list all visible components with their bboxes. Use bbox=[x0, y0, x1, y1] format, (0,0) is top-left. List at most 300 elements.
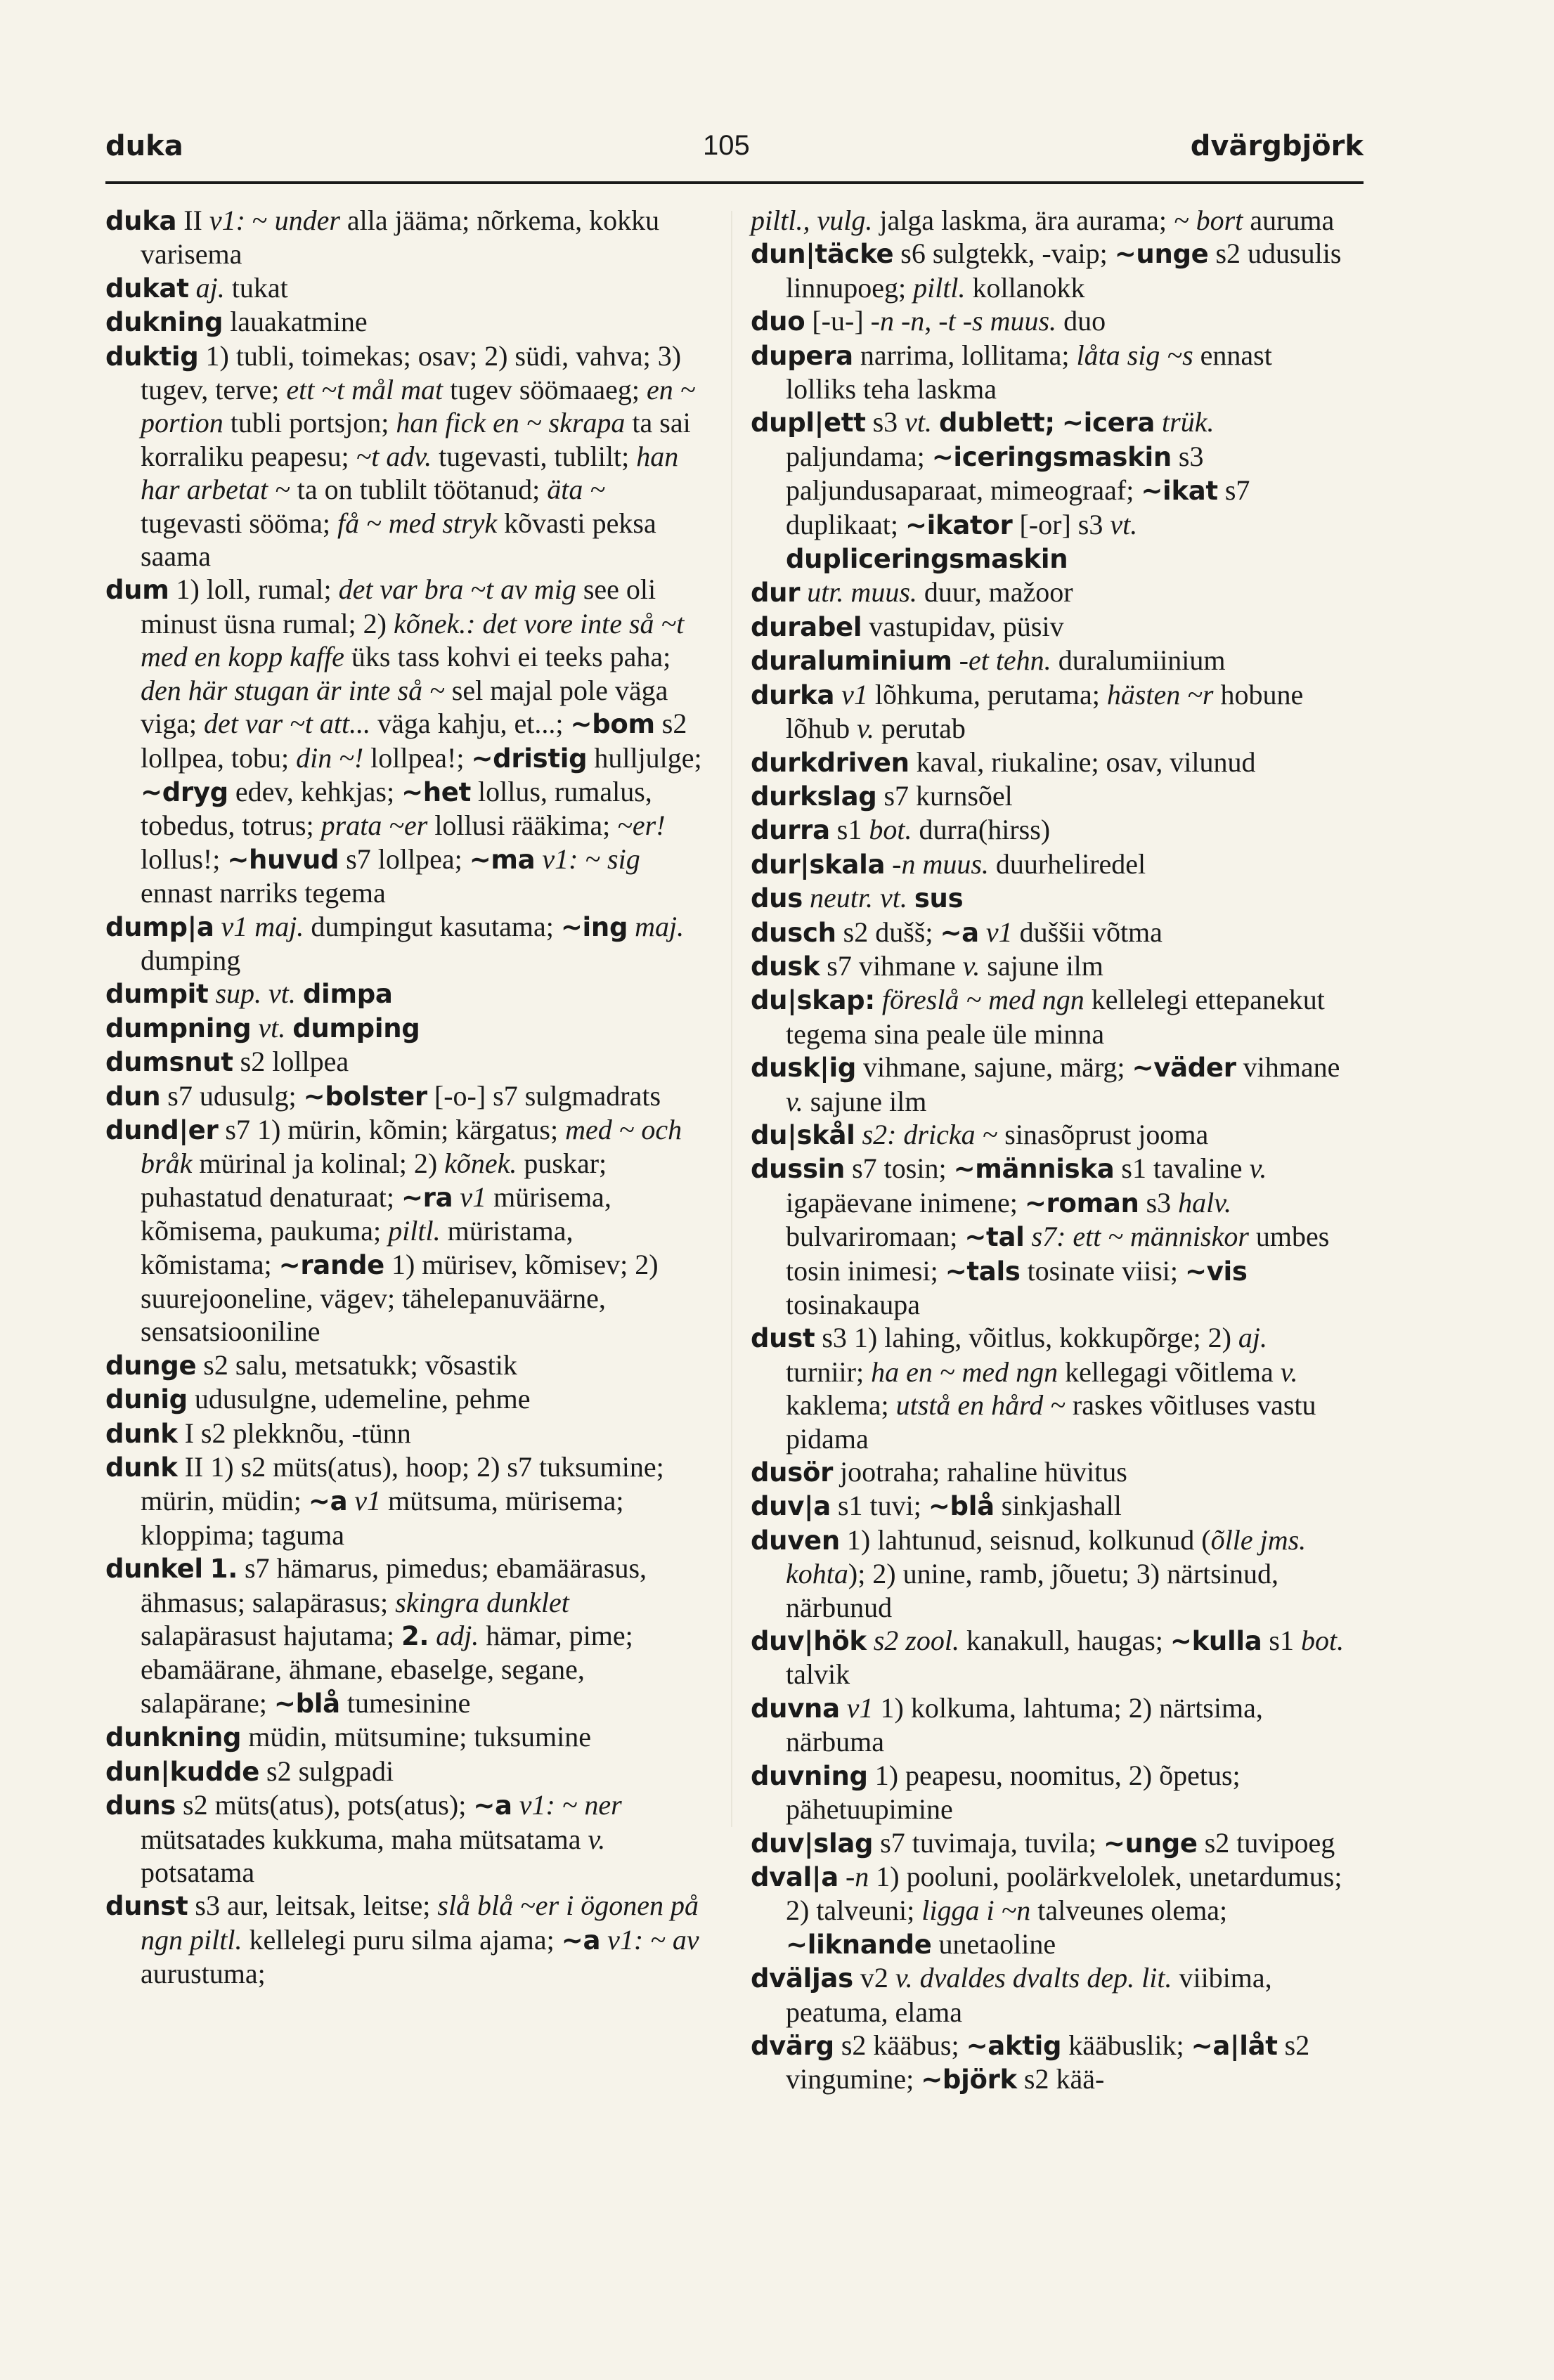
definition-text: s2 dušš; bbox=[836, 916, 940, 948]
headword: dun bbox=[105, 1081, 161, 1112]
definition-text: raskes võitluses vastu pidama bbox=[786, 1389, 1316, 1455]
definition-text: kääbuslik; bbox=[1061, 2029, 1191, 2061]
dictionary-entry bbox=[751, 644, 1348, 677]
dictionary-entry bbox=[751, 339, 1348, 406]
page-header bbox=[105, 123, 1364, 172]
definition-text: ta on tublilt töötanud; bbox=[290, 474, 548, 506]
headword: ~bolster bbox=[303, 1081, 427, 1112]
dictionary-entry bbox=[105, 1417, 703, 1450]
definition-text: s2 vingumine; bbox=[786, 2029, 1310, 2095]
example-text: s2: dricka ~ bbox=[862, 1118, 998, 1150]
definition-text: vihmane, sajune, märg; bbox=[856, 1051, 1132, 1084]
definition-text: s7 duplikaat; bbox=[786, 474, 1250, 540]
definition-text: 1) kolkuma, lahtuma; 2) närtsima, närbuma bbox=[786, 1691, 1263, 1758]
example-text: ligga i ~n bbox=[921, 1894, 1031, 1927]
dictionary-entry bbox=[105, 1889, 703, 1990]
example-text: sup. vt. bbox=[215, 977, 296, 1010]
definition-text: s1 bbox=[1262, 1625, 1301, 1657]
definition-text: tumesinine bbox=[339, 1686, 471, 1719]
definition-text: edev, kehkjas; bbox=[228, 775, 402, 807]
definition-text: s3 bbox=[865, 406, 905, 438]
dictionary-entry bbox=[105, 1720, 703, 1754]
definition-text: dumping bbox=[141, 944, 241, 976]
definition-text bbox=[855, 1119, 862, 1150]
definition-text: salapärasust hajutama; bbox=[141, 1620, 401, 1652]
definition-text: talvik bbox=[786, 1658, 850, 1691]
example-text: v1: ~ sig bbox=[542, 843, 640, 875]
example-text: v. dvaldes dvalts dep. lit. bbox=[895, 1962, 1172, 1994]
dictionary-entry bbox=[751, 237, 1348, 304]
example-text: aj. bbox=[1238, 1322, 1268, 1354]
headword: dunk bbox=[105, 1452, 178, 1483]
dictionary-entry bbox=[105, 1382, 703, 1416]
headword: ~a bbox=[940, 917, 979, 948]
headword: ~liknande bbox=[786, 1929, 932, 1960]
definition-text: s7 tuvimaja, tuvila; bbox=[873, 1826, 1103, 1859]
definition-text: lollusi rääkima; bbox=[427, 809, 618, 842]
headword: ~blå bbox=[928, 1491, 995, 1522]
example-text: ~t adv. bbox=[356, 440, 432, 472]
headword: dusör bbox=[751, 1457, 834, 1488]
headword: dun|kudde bbox=[105, 1756, 259, 1787]
definition-text: [-o-] s7 sulgmadrats bbox=[427, 1079, 661, 1112]
definition-text: bulvariromaan; bbox=[786, 1221, 965, 1253]
definition-text: müristama, kõmistama; bbox=[141, 1215, 574, 1280]
definition-text: s2 udusulis linnupoeg; bbox=[786, 238, 1342, 304]
definition-text: paljundama; bbox=[786, 440, 932, 472]
definition-text bbox=[952, 644, 959, 676]
dictionary-entry bbox=[751, 916, 1348, 949]
definition-text: kaklema; bbox=[786, 1389, 896, 1422]
definition-text: dumpingut kasutama; bbox=[304, 910, 561, 942]
dictionary-entry bbox=[751, 1489, 1348, 1523]
example-text: -et tehn. bbox=[959, 644, 1051, 677]
definition-text: s2 tuvipoeg bbox=[1197, 1826, 1335, 1859]
definition-text: s7 kurnsõel bbox=[876, 779, 1013, 812]
definition-text: sinkjashall bbox=[994, 1490, 1122, 1522]
headword: ~ma bbox=[469, 844, 536, 875]
dictionary-entry bbox=[105, 1011, 703, 1045]
example-text: v1: bbox=[209, 204, 245, 236]
headword: duka bbox=[105, 206, 177, 236]
definition-text bbox=[932, 406, 939, 438]
definition-text: lõhkuma, perutama; bbox=[867, 678, 1107, 710]
headword: duv|hök bbox=[751, 1626, 867, 1657]
definition-text: üks tass kohvi ei teeks paha; bbox=[344, 641, 671, 673]
headword: dupl|ett bbox=[751, 408, 866, 438]
definition-text: s2 sulgpadi bbox=[259, 1755, 394, 1787]
definition-text bbox=[600, 1924, 607, 1956]
definition-text bbox=[296, 977, 303, 1009]
example-text: bot. bbox=[1300, 1625, 1345, 1657]
headword: dukat bbox=[105, 273, 189, 304]
example-text: s7: ett ~ människor bbox=[1031, 1221, 1249, 1253]
dictionary-entry bbox=[751, 204, 1348, 237]
definition-text: tosinakaupa bbox=[786, 1289, 921, 1320]
dictionary-entry bbox=[105, 910, 703, 977]
page-number: 105 bbox=[703, 130, 750, 161]
dictionary-entry bbox=[105, 977, 703, 1010]
dictionary-entry bbox=[751, 847, 1348, 881]
example-text: piltl. bbox=[913, 271, 966, 304]
definition-text: duurheliredel bbox=[988, 847, 1146, 880]
definition-text: sajune ilm bbox=[803, 1085, 927, 1117]
example-text: under bbox=[274, 204, 340, 236]
definition-text: umbes tosin inimesi; bbox=[786, 1221, 1330, 1287]
example-text: piltl., vulg. bbox=[751, 204, 873, 236]
definition-text: ennast lolliks teha laskma bbox=[786, 339, 1272, 405]
headword: duo bbox=[751, 306, 805, 337]
example-text: få ~ med stryk bbox=[337, 507, 498, 539]
headword: dupera bbox=[751, 340, 853, 371]
definition-text bbox=[840, 1692, 847, 1724]
definition-text: s1 bbox=[829, 814, 869, 846]
definition-text bbox=[628, 911, 635, 942]
headword: dum bbox=[105, 575, 169, 606]
dictionary-entry bbox=[105, 1113, 703, 1348]
definition-text bbox=[875, 984, 882, 1015]
example-text: äta ~ bbox=[547, 474, 606, 506]
definition-text bbox=[285, 1012, 292, 1043]
definition-text bbox=[189, 272, 196, 304]
headword: dunge bbox=[105, 1350, 197, 1381]
definition-text bbox=[453, 1181, 460, 1213]
example-text: utr. muus. bbox=[807, 576, 917, 609]
dictionary-entry bbox=[751, 610, 1348, 644]
dictionary-entry bbox=[751, 576, 1348, 609]
definition-text: duralumiinium bbox=[1051, 644, 1226, 677]
headword: dur|skala bbox=[751, 849, 886, 880]
headword: dusk bbox=[751, 951, 820, 982]
definition-text: narrima, lollitama; bbox=[853, 339, 1077, 371]
definition-text: alla jääma; nõrkema, kokku varisema bbox=[141, 204, 660, 271]
headword: ~vis bbox=[1185, 1256, 1248, 1287]
definition-text: aurustuma; bbox=[141, 1958, 266, 1990]
headword: dumsnut bbox=[105, 1047, 233, 1078]
definition-text bbox=[907, 882, 914, 913]
example-text: v1: ~ av bbox=[607, 1923, 699, 1956]
definition-text: s2 lollpea bbox=[233, 1046, 349, 1078]
headword: ~aktig bbox=[966, 2030, 1062, 2061]
definition-text: duo bbox=[1056, 305, 1106, 337]
definition-text bbox=[214, 911, 221, 942]
definition-text: s2 müts(atus), pots(atus); bbox=[176, 1789, 474, 1821]
definition-text: 1) tubli, toimekas; osav; 2) südi, vahva; 3) tugev, terve; bbox=[141, 339, 682, 406]
headword: dussin bbox=[751, 1154, 846, 1185]
headword: durra bbox=[751, 815, 830, 846]
definition-text: sel majal pole väga viga; bbox=[141, 674, 668, 740]
dictionary-entry bbox=[105, 1079, 703, 1113]
example-text: ett ~t mål mat bbox=[286, 374, 443, 406]
definition-text: s7 tosin; bbox=[845, 1152, 954, 1185]
headword: 2. bbox=[401, 1621, 429, 1652]
example-text: det var bra ~t av mig bbox=[338, 573, 576, 606]
definition-text: II 1) s2 müts(atus), hoop; 2) s7 tuksumine; mürin, müdin; bbox=[141, 1451, 664, 1517]
headword: ~a bbox=[308, 1486, 348, 1517]
headword: dur bbox=[751, 578, 801, 609]
headword: ~rande bbox=[278, 1249, 384, 1280]
definition-text bbox=[347, 1485, 354, 1516]
definition-text bbox=[867, 1625, 874, 1656]
example-text: det var ~t att... bbox=[203, 708, 371, 740]
definition-text bbox=[979, 916, 986, 948]
headword: ~människa bbox=[953, 1154, 1115, 1185]
definition-text: kollanokk bbox=[965, 271, 1085, 304]
headword: ~roman bbox=[1024, 1188, 1139, 1218]
example-text: vt. bbox=[1110, 508, 1138, 540]
column-divider bbox=[731, 211, 732, 1827]
dictionary-entry bbox=[751, 1759, 1348, 1826]
definition-text: igapäevane inimene; bbox=[786, 1186, 1025, 1218]
definition-text: s3 paljundusaparaat, mimeograaf; bbox=[786, 440, 1204, 507]
headword: duktig bbox=[105, 341, 199, 372]
example-text: v1 bbox=[354, 1485, 382, 1517]
definition-text: tubli portsjon; bbox=[223, 407, 396, 439]
dictionary-entry bbox=[751, 1152, 1348, 1321]
example-text: låta sig ~s bbox=[1076, 339, 1193, 371]
headword: durkdriven bbox=[751, 747, 909, 778]
definition-text: [-or] s3 bbox=[1012, 508, 1111, 540]
example-text: piltl. bbox=[388, 1215, 441, 1247]
definition-text: 1) loll, rumal; bbox=[169, 573, 339, 606]
example-text: en ~ portion bbox=[141, 374, 696, 439]
example-text: han har arbetat ~ bbox=[141, 440, 679, 506]
headword: dump|a bbox=[105, 911, 214, 942]
left-column bbox=[105, 204, 703, 1991]
definition-text bbox=[1055, 406, 1062, 438]
dictionary-entry bbox=[751, 1624, 1348, 1691]
definition-text: tugev söömaaeg; bbox=[443, 374, 647, 406]
example-text: v1 maj. bbox=[221, 910, 304, 942]
definition-text: talveunes olema; bbox=[1030, 1894, 1228, 1927]
definition-text bbox=[512, 1789, 519, 1821]
definition-text: auruma bbox=[1243, 204, 1335, 236]
definition-text: hämar, pime; ebamäärane, ähmane, ebaselge, segane, salapärane; bbox=[141, 1620, 633, 1719]
example-text: den här stugan är inte så ~ bbox=[141, 674, 445, 706]
right-column bbox=[751, 204, 1348, 2097]
definition-text: s2 lollpea, tobu; bbox=[141, 708, 687, 774]
definition-text: I s2 plekknõu, -tünn bbox=[177, 1417, 411, 1449]
dictionary-entry bbox=[751, 2029, 1348, 2097]
definition-text: 1) mürisev, kõmisev; 2) suurejooneline, vägev; tähelepanuväärne, sensatsiooniline bbox=[141, 1248, 659, 1348]
example-text: -n -n, -t -s muus. bbox=[870, 305, 1057, 337]
dictionary-entry bbox=[751, 678, 1348, 746]
definition-text: [-u-] bbox=[805, 305, 871, 337]
definition-text: lollus, rumalus, tobedus, totrus; bbox=[141, 775, 652, 842]
definition-text: lollus!; bbox=[141, 843, 228, 875]
headword: ~iceringsmaskin bbox=[931, 441, 1172, 472]
definition-text: tugevasti, tublilt; bbox=[432, 440, 637, 472]
definition-text: udusulgne, udemeline, pehme bbox=[187, 1383, 531, 1415]
definition-text: s1 tuvi; bbox=[830, 1490, 928, 1522]
dictionary-entry bbox=[751, 1321, 1348, 1455]
example-text: prata ~er bbox=[320, 809, 428, 842]
example-text: halv. bbox=[1178, 1186, 1232, 1218]
definition-text: ta sai korraliku peapesu; bbox=[141, 407, 691, 472]
headword: dun|täcke bbox=[751, 239, 894, 270]
header-left-guideword: duka bbox=[105, 130, 183, 162]
example-text: vt. bbox=[905, 406, 933, 438]
headword: ~ikat bbox=[1141, 476, 1218, 507]
example-text: v. bbox=[962, 949, 980, 982]
definition-text bbox=[429, 1620, 436, 1651]
headword: dunkel bbox=[105, 1554, 203, 1585]
dictionary-entry bbox=[751, 304, 1348, 338]
dictionary-entry bbox=[105, 1552, 703, 1720]
definition-text: duššii võtma bbox=[1012, 916, 1163, 948]
headword: duvning bbox=[751, 1760, 868, 1791]
dictionary-entry bbox=[105, 204, 703, 271]
definition-text bbox=[535, 843, 542, 875]
headword: ~huvud bbox=[227, 844, 339, 875]
headword: ~ing bbox=[560, 911, 628, 942]
headword: ~blå bbox=[273, 1688, 340, 1719]
definition-text: s3 bbox=[1139, 1186, 1179, 1218]
headword: duraluminium bbox=[751, 646, 952, 677]
definition-text: s2 kääbus; bbox=[834, 2029, 966, 2061]
headword: dust bbox=[751, 1323, 815, 1354]
dictionary-entry bbox=[751, 1826, 1348, 1860]
definition-text: mütsatades kukkuma, maha mütsatama bbox=[141, 1823, 588, 1855]
headword: ~kulla bbox=[1170, 1626, 1262, 1657]
definition-text: tukat bbox=[224, 271, 288, 304]
dictionary-entry bbox=[751, 881, 1348, 915]
example-text: ~er! bbox=[617, 809, 666, 842]
headword: ~icera bbox=[1061, 408, 1155, 438]
dictionary-entry bbox=[751, 1118, 1348, 1152]
definition-text: potsatama bbox=[141, 1856, 255, 1888]
headword: dumpit bbox=[105, 979, 209, 1010]
example-text: v1 bbox=[985, 916, 1013, 948]
dictionary-entry bbox=[751, 1691, 1348, 1759]
dictionary-entry bbox=[751, 1860, 1348, 1961]
example-text: bot. bbox=[869, 814, 912, 846]
example-text: han fick en ~ skrapa bbox=[396, 407, 626, 439]
definition-text: unetaoline bbox=[931, 1927, 1056, 1960]
definition-text: ~ bbox=[245, 204, 275, 236]
example-text: ~ bort bbox=[1174, 204, 1243, 236]
headword: dublett; bbox=[939, 408, 1055, 438]
example-text: v1: ~ ner bbox=[519, 1789, 622, 1821]
definition-text: hulljulge; bbox=[587, 741, 702, 774]
definition-text: 1) peapesu, noomitus, 2) õpetus; pähetuupimine bbox=[786, 1759, 1241, 1826]
definition-text: kaval, riukaline; osav, vilunud bbox=[909, 746, 1256, 778]
dictionary-entry bbox=[105, 573, 703, 909]
dictionary-entry bbox=[751, 1961, 1348, 2029]
definition-text: turniir; bbox=[786, 1355, 872, 1388]
headword: ~tals bbox=[945, 1256, 1021, 1287]
example-text: vt. bbox=[258, 1011, 286, 1043]
definition-text: tosinate viisi; bbox=[1020, 1254, 1185, 1287]
example-text: din ~! bbox=[296, 741, 364, 774]
headword: durkslag bbox=[751, 781, 877, 812]
definition-text: s7 lollpea; bbox=[339, 843, 470, 875]
definition-text: lauakatmine bbox=[223, 306, 368, 338]
headword: ~tal bbox=[964, 1222, 1025, 1253]
definition-text: II bbox=[176, 204, 209, 236]
dictionary-entry bbox=[105, 271, 703, 305]
definition-text: hobune lõhub bbox=[786, 678, 1304, 745]
definition-text: ennast narriks tegema bbox=[141, 877, 386, 909]
example-text: s2 zool. bbox=[873, 1625, 959, 1657]
example-text: -n muus. bbox=[892, 847, 989, 880]
example-text: utstå en hård ~ bbox=[895, 1389, 1066, 1422]
dictionary-entry bbox=[105, 1348, 703, 1382]
example-text: skingra dunklet bbox=[395, 1586, 569, 1618]
dictionary-entry bbox=[105, 1788, 703, 1889]
example-text: föreslå ~ med ngn bbox=[881, 984, 1084, 1016]
headword: dumpning bbox=[105, 1013, 252, 1043]
headword: durka bbox=[751, 679, 835, 710]
definition-text: lollpea!; bbox=[363, 741, 472, 774]
dictionary-entry bbox=[751, 779, 1348, 813]
definition-text: s7 udusulg; bbox=[160, 1079, 304, 1112]
definition-text: mütsuma, mürisema; kloppima; taguma bbox=[141, 1485, 624, 1551]
headword: ~unge bbox=[1103, 1828, 1198, 1859]
headword: dunkning bbox=[105, 1722, 242, 1753]
definition-text bbox=[800, 576, 807, 608]
headword: ~ikator bbox=[905, 509, 1013, 540]
definition-text: s7 hämarus, pimedus; ebamäärasus, ähmasus; salapärasus; bbox=[141, 1552, 647, 1618]
example-text: v1 bbox=[846, 1691, 874, 1724]
headword: ~unge bbox=[1114, 239, 1209, 270]
definition-text: müdin, mütsumine; tuksumine bbox=[241, 1721, 592, 1753]
headword: dupliceringsmaskin bbox=[786, 544, 1068, 575]
dictionary-entry bbox=[105, 339, 703, 573]
headword: ~a|låt bbox=[1191, 2030, 1278, 2061]
headword: durabel bbox=[751, 611, 862, 642]
dictionary-entry bbox=[751, 983, 1348, 1051]
headword: sus bbox=[914, 883, 964, 914]
example-text: v. bbox=[857, 713, 874, 745]
definition-text: puskar; puhastatud denaturaat; bbox=[141, 1147, 607, 1213]
example-text: õlle jms. kohta bbox=[786, 1523, 1307, 1590]
definition-text: s3 aur, leitsak, leitse; bbox=[188, 1890, 438, 1922]
example-text: hästen ~r bbox=[1106, 678, 1214, 710]
definition-text: duur, mažoor bbox=[917, 576, 1073, 609]
headword: dumping bbox=[292, 1013, 420, 1043]
dictionary-entry bbox=[751, 1455, 1348, 1489]
definition-text: kanakull, haugas; bbox=[959, 1625, 1170, 1657]
headword: 1. bbox=[209, 1554, 238, 1585]
definition-text bbox=[1025, 1221, 1032, 1252]
definition-text: s7 vihmane bbox=[820, 949, 963, 982]
definition-text bbox=[885, 848, 892, 880]
example-text: med ~ och bråk bbox=[141, 1113, 682, 1180]
example-text: ha en ~ med ngn bbox=[871, 1355, 1058, 1388]
definition-text bbox=[803, 882, 810, 913]
definition-text: s1 tavaline bbox=[1114, 1152, 1250, 1185]
definition-text: ); 2) unine, ramb, jõuetu; 3) närtsinud, närbunud bbox=[786, 1558, 1278, 1623]
definition-text: kõvasti peksa saama bbox=[141, 507, 656, 573]
headword: ~het bbox=[401, 776, 471, 807]
dictionary-entry bbox=[751, 813, 1348, 847]
example-text: -n bbox=[845, 1860, 869, 1892]
example-text: kõnek.: det vore inte så ~t med en kopp kaffe bbox=[141, 607, 685, 673]
example-text: trük. bbox=[1162, 406, 1215, 438]
headword: ~a bbox=[473, 1790, 512, 1821]
definition-text: kellelegi ettepanekut tegema sina peale üle minna bbox=[786, 984, 1325, 1050]
headword: duv|a bbox=[751, 1491, 831, 1522]
headword: dunst bbox=[105, 1891, 188, 1922]
example-text: v. bbox=[786, 1085, 803, 1117]
headword: du|skål bbox=[751, 1119, 855, 1150]
definition-text: tugevasti sööma; bbox=[141, 507, 337, 539]
definition-text bbox=[838, 1861, 846, 1892]
definition-text: 1) lahtunud, seisnud, kolkunud ( bbox=[839, 1523, 1211, 1556]
headword: dusk|ig bbox=[751, 1053, 857, 1084]
definition-text: väga kahju, et...; bbox=[370, 708, 571, 740]
